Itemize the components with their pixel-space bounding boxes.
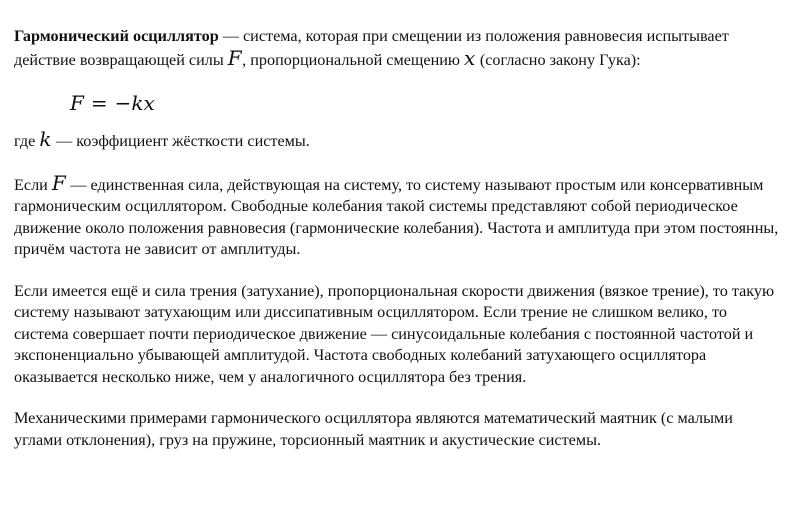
simple-oscillator-text-part-1: Если xyxy=(14,175,52,194)
paragraph-examples: Механическими примерами гармонического осциллятора являются математический маятник (с малыми углами отклонения), груз на пружине, торсионный маятник и акустические системы. xyxy=(14,409,733,449)
definition-text-part-3: (согласно закону Гука): xyxy=(475,50,641,69)
formula-equals: = xyxy=(90,91,108,115)
definition-text-part-2: , пропорциональной смещению xyxy=(242,50,465,69)
paragraph-simple-oscillator xyxy=(14,170,784,261)
formula-rhs: −kx xyxy=(114,91,155,115)
formula-lhs: F xyxy=(70,91,84,115)
article-body xyxy=(14,26,784,451)
paragraph-damped-oscillator: Если имеется ещё и сила трения (затухание), пропорциональная скорости движения (вязкое трение), то такую систему называют затухающим или диссипативным осциллятором. Если трение не слишком велико, то система совершает почти периодическое движение — синусоидальные колебания с постоянной частотой и экспоненциально убывающей амплитудой. Частота свободных колебаний затухающего осциллятора оказывается несколько ниже, чем у аналогичного осциллятора без трения. xyxy=(14,281,775,386)
variable-k: k xyxy=(39,127,52,151)
hooke-law-formula xyxy=(70,87,784,119)
definition-text-part-1: — система, которая при смещении из положения равновесия испытывает действие возвращающей силы xyxy=(14,27,729,69)
term-harmonic-oscillator: Гармонический осциллятор xyxy=(14,27,219,45)
variable-x: x xyxy=(464,45,476,70)
paragraph-definition xyxy=(14,26,784,71)
paragraph-stiffness xyxy=(14,129,784,153)
variable-f: F xyxy=(51,170,67,195)
variable-f: F xyxy=(227,45,243,70)
simple-oscillator-text-part-2: — единственная сила, действующая на систему, то систему называют простым или консервативным гармоническим осциллятором. Свободные колебания такой системы представляют собой периодическое движение около положения равновесия (гармонические колебания). Частота и амплитуда при этом постоянны, причём частота не зависит от амплитуды. xyxy=(14,175,779,258)
stiffness-text-part-2: — коэффициент жёсткости системы. xyxy=(51,132,310,150)
stiffness-text-part-1: где xyxy=(14,132,40,150)
